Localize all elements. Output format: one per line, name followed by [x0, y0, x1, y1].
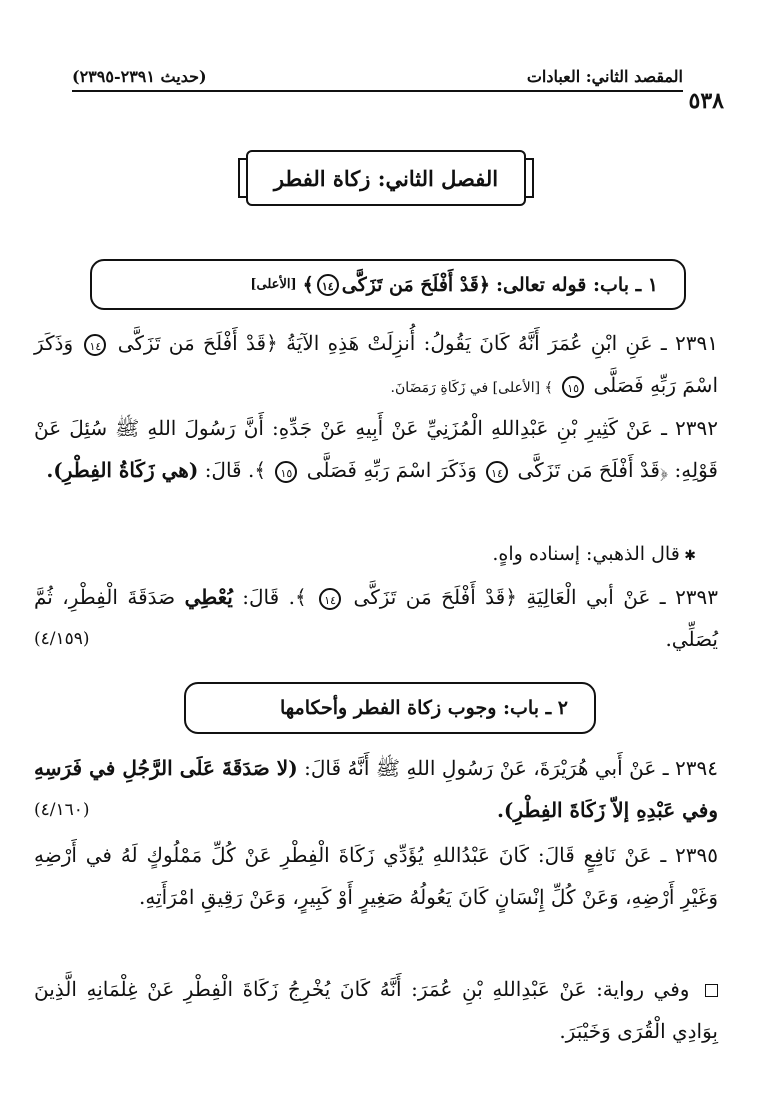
- bab-1-label: ١ ـ باب: قوله تعالى:: [496, 273, 658, 296]
- page-number: ٥٣٨: [688, 88, 724, 114]
- hadith-2394-ref: (٤/١٦٠): [34, 800, 90, 820]
- dhahabi-note: [46, 533, 696, 577]
- bab-heading-2: [184, 682, 596, 734]
- hadith-2392-text-a: ٢٣٩٢ ـ عَنْ كَثِيرِ بْنِ عَبْدِاللهِ الْمُزَنِيِّ عَنْ أَبِيهِ عَنْ جَدِّهِ: أَنَّ رَسُولَ اللهِ ﷺ سُئِلَ عَنْ قَوْلِهِ: ﴿قَدْ أَفْلَحَ مَن تَزَكَّى: [34, 416, 718, 482]
- hadith-2391-text-a: ٢٣٩١ ـ عَنِ ابْنِ عُمَرَ أَنَّهُ كَانَ يَقُولُ: أُنزِلَتْ هَذِهِ الآيَةُ ﴿قَدْ أَفْلَحَ مَن تَزَكَّى: [117, 331, 718, 355]
- bab-1-ayah-close: ﴾: [302, 273, 314, 296]
- hadith-2392-text-c: ﴾. قَالَ:: [204, 458, 267, 482]
- riwaya-note: [34, 968, 718, 1052]
- asterisk-icon: ✱: [679, 548, 696, 564]
- hadith-2395: [34, 834, 718, 918]
- hadith-2393-text-b: ﴾. قَالَ:: [242, 585, 307, 609]
- hadith-2395-text: ٢٣٩٥ ـ عَنْ نَافِعٍ قَالَ: كَانَ عَبْدُاللهِ يُؤَدِّي زَكَاةَ الْفِطْرِ عَنْ كُلِّ مَمْلُوكٍ لَهُ في أَرْضِهِ وَغَيْرِ أَرْضِهِ، وَعَنْ كُلِّ إِنْسَانٍ كَانَ يَعُولُهُ صَغِيرٍ أَوْ كَبِيرٍ، وَعَنْ رَقِيقِ امْرَأَتِهِ.: [34, 843, 718, 909]
- ayah-number-marker: ١٥: [275, 461, 297, 483]
- section-title: المقصد الثاني: العبادات: [526, 67, 683, 86]
- square-bullet-icon: [705, 984, 718, 997]
- ayah-number-marker: ١٤: [84, 334, 106, 356]
- hadith-2393-ref: (٤/١٥٩): [34, 629, 90, 649]
- chapter-title-box: [246, 150, 526, 206]
- ayah-number-marker: ١٤: [486, 461, 508, 483]
- hadith-2392-text-b: وَذَكَرَ اسْمَ رَبِّهِ فَصَلَّى: [306, 458, 477, 482]
- hadith-2393-bold: يُعْطِي: [184, 585, 233, 609]
- hadith-2392-answer: (هي زَكَاةُ الفِطْرِ).: [46, 458, 199, 482]
- hadith-2392: [34, 407, 718, 491]
- bab-1-ayah: ﴿قَدْ أَفْلَحَ مَن تَزَكَّى: [341, 273, 491, 296]
- hadith-2393-text-a: ٢٣٩٣ ـ عَنْ أبي الْعَالِيَةِ ﴿قَدْ أَفْلَحَ مَن تَزَكَّى: [353, 585, 719, 609]
- chapter-title: الفصل الثاني: زكاة الفطر: [273, 165, 499, 191]
- ayah-number-marker: ١٤: [317, 274, 339, 296]
- hadith-2391-text-c: ﴾ [الأعلى] في زَكَاةِ رَمَضَانَ.: [390, 380, 553, 396]
- bab-1-surah: [الأعلى]: [250, 277, 297, 292]
- ayah-number-marker: ١٤: [319, 588, 341, 610]
- ayah-number-marker: ١٥: [562, 376, 584, 398]
- hadith-2394-text-a: ٢٣٩٤ ـ عَنْ أَبي هُرَيْرَةَ، عَنْ رَسُولِ اللهِ ﷺ أَنَّهُ قَالَ:: [304, 756, 718, 780]
- hadith-2393: [34, 576, 718, 660]
- bab-2-label: ٢ ـ باب: وجوب زكاة الفطر وأحكامها: [280, 697, 568, 719]
- hadith-2394: [34, 747, 718, 831]
- riwaya-text: وفي رواية: عَنْ عَبْدِاللهِ بْنِ عُمَرَ: أَنَّهُ كَانَ يُخْرِجُ زَكَاةَ الْفِطْرِ عَنْ غِلْمَانِهِ الَّذِينَ بِوَادِي الْقُرَى وَخَيْبَرَ.: [34, 977, 718, 1043]
- hadith-range: (حديث ٢٣٩١-٢٣٩٥): [72, 67, 207, 86]
- hadith-2394-bold: (لا صَدَقَةَ عَلَى الرَّجُلِ في فَرَسِهِ وفي عَبْدِهِ إلاّ زَكَاةَ الفِطْرِ).: [34, 756, 718, 822]
- running-header: [72, 62, 683, 92]
- hadith-2393-text-c: صَدَقَةَ الْفِطْرِ، ثُمَّ يُصَلِّي.: [34, 585, 718, 651]
- hadith-2391-text-b: وَذَكَرَ اسْمَ رَبِّهِ فَصَلَّى: [34, 331, 718, 397]
- bab-heading-1: [90, 259, 686, 310]
- dhahabi-note-text: قال الذهبي: إسناده واهٍ.: [492, 543, 680, 565]
- hadith-2391: [34, 322, 718, 409]
